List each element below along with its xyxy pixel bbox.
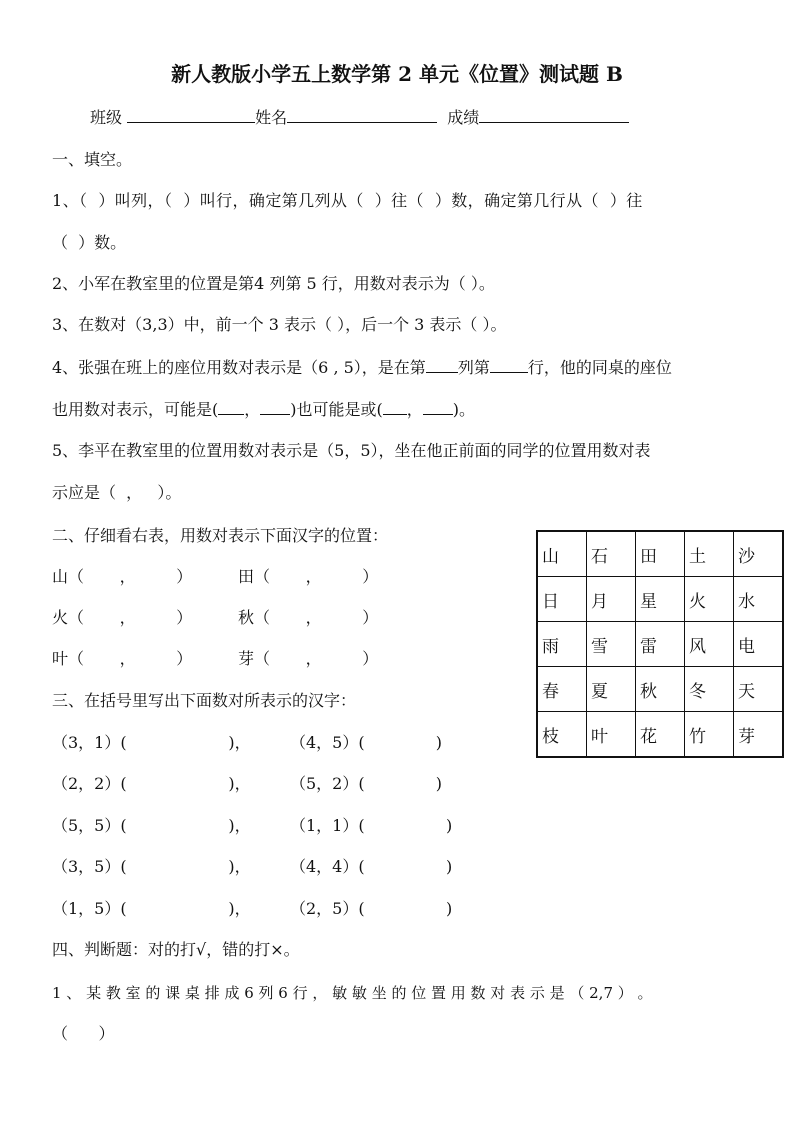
q4-blank-1[interactable] [218, 400, 244, 415]
q4-blank-4[interactable] [423, 400, 453, 415]
question-4-line2 [52, 400, 475, 420]
class-blank[interactable] [127, 108, 255, 123]
q4-text-c: 行，他的同桌的座位 [527, 358, 672, 377]
grid-cell: 山 [537, 531, 587, 577]
locate-item-qiu [238, 608, 378, 628]
grid-row [537, 712, 783, 758]
page-title: 新人教版小学五上数学第 2 单元《位置》测试题 B [171, 62, 623, 86]
info-line [90, 108, 629, 128]
pair-answer-right[interactable]: （1，1）( ) [290, 816, 453, 835]
locate-item-huo [52, 608, 192, 628]
q4-blank-column[interactable] [426, 358, 458, 373]
locate-answer[interactable]: （ ， ） [68, 649, 193, 668]
score-blank[interactable] [479, 108, 629, 123]
locate-char: 火 [52, 608, 69, 627]
grid-cell: 石 [587, 531, 636, 577]
grid-cell: 天 [734, 667, 784, 712]
q4-blank-3[interactable] [383, 400, 407, 415]
section-2-heading: 二、仔细看右表，用数对表示下面汉字的位置： [52, 526, 389, 545]
grid-cell: 日 [537, 577, 587, 622]
grid-cell: 风 [685, 622, 734, 667]
q4-text-e: ， [244, 400, 261, 419]
locate-answer[interactable]: （ ， ） [68, 608, 193, 627]
q4-text-a: 4、张强在班上的座位用数对表示是（6 , 5），是在第 [52, 358, 426, 377]
question-5-line1: 5、李平在教室里的位置用数对表示是（5，5），坐在他正前面的同学的位置用数对表 [52, 441, 651, 460]
q4-text-d: 也用数对表示，可能是( [52, 400, 219, 419]
grid-cell: 枝 [537, 712, 587, 758]
grid-cell: 电 [734, 622, 784, 667]
grid-row [537, 667, 783, 712]
grid-cell: 星 [636, 577, 685, 622]
q4-blank-row[interactable] [490, 358, 528, 373]
locate-item-ye [52, 649, 192, 669]
question-2: 2、小军在教室里的位置是第4 列第 5 行，用数对表示为（ ）。 [52, 274, 495, 293]
grid-row [537, 622, 783, 667]
locate-item-tian [238, 567, 378, 587]
grid-cell: 水 [734, 577, 784, 622]
question-4-line1 [52, 358, 672, 378]
pair-answer-right[interactable]: （4，4）( ) [290, 857, 453, 876]
grid-cell: 芽 [734, 712, 784, 758]
q4-text-b: 列第 [457, 358, 490, 377]
grid-cell: 沙 [734, 531, 784, 577]
q4-blank-2[interactable] [260, 400, 290, 415]
question-3: 3、在数对（3,3）中，前一个 3 表示（ ），后一个 3 表示（ ）。 [52, 315, 507, 334]
grid-cell: 雪 [587, 622, 636, 667]
locate-answer[interactable]: （ ， ） [254, 567, 379, 586]
grid-row [537, 531, 783, 577]
pair-answer-right[interactable]: （2，5）( ) [290, 899, 453, 918]
pair-answer-left[interactable]: （5，5）( )， [52, 816, 251, 835]
section-3-heading: 三、在括号里写出下面数对所表示的汉字： [52, 691, 357, 710]
locate-char: 芽 [238, 649, 255, 668]
question-5-line2: 示应是（ ， ）。 [52, 483, 182, 502]
pair-answer-left[interactable]: （3，5）( )， [52, 857, 251, 876]
locate-char: 秋 [238, 608, 255, 627]
locate-char: 田 [238, 567, 255, 586]
grid-cell: 夏 [587, 667, 636, 712]
class-label: 班级 [90, 108, 123, 127]
judge-question-1: 1 、 某 教 室 的 课 桌 排 成 6 列 6 行 ， 敏 敏 坐 的 位 置 用 数 对 表 示 是 （ 2,7 ） 。 [52, 984, 653, 1002]
pair-answer-right[interactable]: （5，2）( ) [290, 774, 443, 793]
grid-cell: 冬 [685, 667, 734, 712]
locate-char: 山 [52, 567, 69, 586]
grid-cell: 秋 [636, 667, 685, 712]
grid-cell: 竹 [685, 712, 734, 758]
section-1-heading: 一、填空。 [52, 150, 133, 169]
character-grid [536, 530, 784, 758]
locate-answer[interactable]: （ ， ） [254, 608, 379, 627]
name-blank[interactable] [287, 108, 437, 123]
locate-answer[interactable]: （ ， ） [68, 567, 193, 586]
question-1-line2: （ ）数。 [52, 233, 127, 252]
name-label: 姓名 [255, 108, 288, 127]
q4-text-h: )。 [452, 400, 476, 419]
pair-answer-right[interactable]: （4，5）( ) [290, 733, 443, 752]
judge-answer-1[interactable]: （ ） [52, 1024, 115, 1043]
locate-answer[interactable]: （ ， ） [254, 649, 379, 668]
grid-cell: 月 [587, 577, 636, 622]
pair-answer-left[interactable]: （2，2）( )， [52, 774, 251, 793]
grid-cell: 田 [636, 531, 685, 577]
grid-row [537, 577, 783, 622]
question-1-line1: 1、（ ）叫列，（ ）叫行，确定第几列从（ ）往（ ）数，确定第几行从（ ）往 [52, 191, 643, 210]
grid-cell: 土 [685, 531, 734, 577]
grid-cell: 雷 [636, 622, 685, 667]
score-label: 成绩 [447, 108, 480, 127]
locate-item-shan [52, 567, 192, 587]
grid-cell: 花 [636, 712, 685, 758]
q4-text-g: ， [406, 400, 423, 419]
grid-cell: 火 [685, 577, 734, 622]
locate-char: 叶 [52, 649, 69, 668]
pair-answer-left[interactable]: （3，1）( )， [52, 733, 251, 752]
section-4-heading: 四、判断题：对的打√，错的打×。 [52, 940, 300, 959]
grid-cell: 叶 [587, 712, 636, 758]
grid-cell: 雨 [537, 622, 587, 667]
grid-cell: 春 [537, 667, 587, 712]
q4-text-f: )也可能是或( [290, 400, 383, 419]
locate-item-ya [238, 649, 378, 669]
pair-answer-left[interactable]: （1，5）( )， [52, 899, 251, 918]
